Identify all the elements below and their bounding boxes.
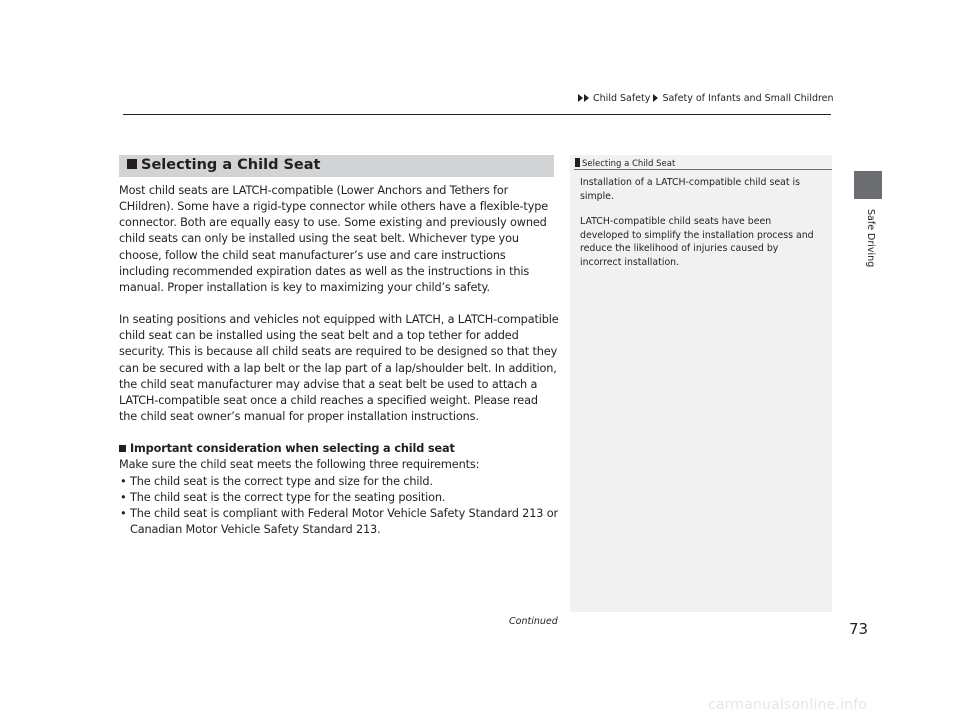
watermark: carmanualsonline.info [708,697,868,713]
breadcrumb-item-safety-infants[interactable]: Safety of Infants and Small Children [662,93,834,104]
subsection-square-icon [119,445,126,452]
section-square-icon [127,159,137,169]
subsection-heading-text: Important consideration when selecting a child seat [130,442,455,456]
note-paragraph-2: LATCH-compatible child seats have been developed to simplify the installation process and reduce the likelihood of injuries caused by incorrect installation. [580,216,814,268]
chapter-tab-marker [854,171,882,199]
section-body [119,183,559,538]
note-body [580,176,820,270]
breadcrumb [578,93,837,104]
list-item: • The child seat is the correct type and size for the child. [119,474,559,490]
chapter-tab-label[interactable]: Safe Driving [865,209,876,268]
list-item: • The child seat is the correct type for the seating position. [119,490,559,506]
breadcrumb-item-child-safety[interactable]: Child Safety [593,93,651,104]
section-heading [127,157,321,173]
body-paragraph-1: Most child seats are LATCH-compatible (Lower Anchors and Tethers for CHildren). Some have a rigid-type connector while others have a flexible-type connector. Both are equally easy to use. Some existing and previously owned child seats can only be installed using the seat belt. Whichever type you choose, follow the child seat manufacturer’s use and care instructions including recommended expiration dates as well as the instructions in this manual. Proper installation is key to maximizing your child’s safety. [119,184,549,294]
note-heading [575,158,675,169]
note-divider [574,169,832,170]
subsection-intro: Make sure the child seat meets the following three requirements: [119,458,480,472]
breadcrumb-arrow-icon [653,94,658,102]
section-heading-text: Selecting a Child Seat [141,157,321,173]
list-item: • The child seat is compliant with Federal Motor Vehicle Safety Standard 213 or Canadian Motor Vehicle Safety Standard 213. [119,506,559,538]
note-paragraph-1: Installation of a LATCH-compatible child seat is simple. [580,177,801,202]
breadcrumb-arrow-icon [584,94,589,102]
body-paragraph-2: In seating positions and vehicles not equipped with LATCH, a LATCH-compatible child seat can be installed using the seat belt and a top tether for added security. This is because all child seats are required to be designed so that they can be secured with a lap belt or the lap part of a lap/shoulder belt. In addition, the child seat manufacturer may advise that a seat belt be used to attach a LATCH-compatible seat once a child reaches a specified weight. Please read the child seat owner’s manual for proper installation instructions. [119,313,559,424]
requirements-list [119,474,559,539]
page-number: 73 [849,620,869,638]
note-heading-text: Selecting a Child Seat [582,159,676,169]
breadcrumb-arrow-icon [578,94,583,102]
note-reference-icon [575,158,580,167]
subsection-heading [119,441,559,457]
header-divider [123,114,831,115]
continued-label: Continued [509,616,558,627]
